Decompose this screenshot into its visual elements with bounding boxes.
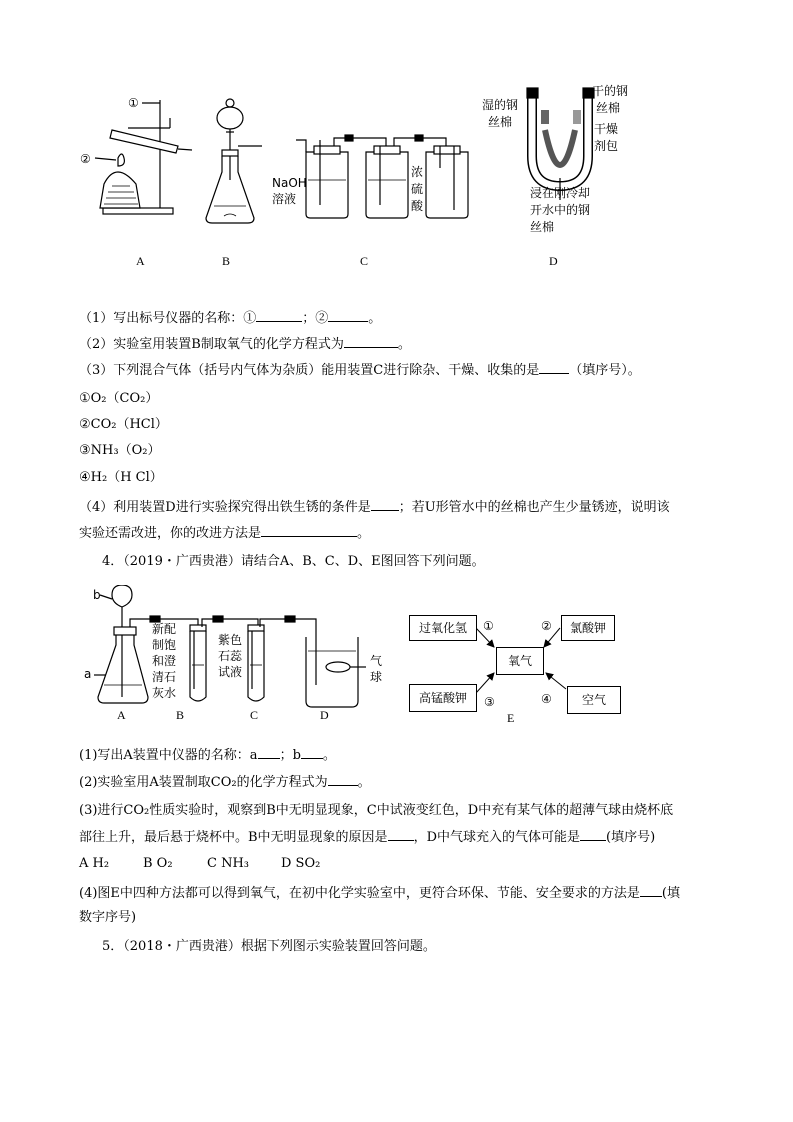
- figure-letter-a: A: [136, 254, 145, 268]
- label-dry-wool-2: 丝棉: [596, 101, 621, 115]
- label-acid: 酸: [411, 199, 424, 213]
- q3-part4-line2: 实验还需改进，你的改进方法是 。: [79, 526, 371, 541]
- marker-2: ②: [80, 152, 91, 166]
- label-lime-5: 灰水: [152, 686, 177, 700]
- label-b: b: [93, 588, 101, 602]
- answer-blank[interactable]: [258, 746, 280, 759]
- label-lime-3: 和澄: [152, 654, 177, 668]
- choice-d: D SO₂: [281, 856, 321, 871]
- answer-blank[interactable]: [261, 524, 357, 537]
- answer-blank[interactable]: [328, 773, 358, 786]
- choice-b: B O₂: [143, 856, 173, 871]
- q4-choices: [79, 855, 345, 873]
- q3-option-3: ③NH₃（O₂）: [79, 443, 161, 458]
- label-balloon-1: 气: [370, 654, 383, 668]
- q5-title: 5．（2018・广西贵港）根据下列图示实验装置回答问题。: [102, 939, 436, 954]
- answer-blank[interactable]: [328, 309, 368, 322]
- answer-blank[interactable]: [388, 828, 414, 841]
- scheme-box-kclo3: 氯酸钾: [561, 615, 615, 641]
- scheme-box-oxygen: 氧气: [496, 647, 544, 675]
- figure2-letter-e: E: [507, 711, 515, 725]
- q4-part3-line1: (3)进行CO₂性质实验时，观察到B中无明显现象，C中试液变红色，D中充有某气体的超薄气球由烧杯底: [79, 803, 674, 818]
- figure-apparatus-abcd: [0, 0, 793, 280]
- label-naoh: NaOH: [272, 176, 307, 190]
- q4-part1: (1)写出A装置中仪器的名称：a ；b 。: [79, 748, 336, 763]
- figure-letter-d: D: [549, 254, 558, 268]
- q3-part3: （3）下列混合气体（括号内气体为杂质）能用装置C进行除杂、干燥、收集的是 （填序号）。: [79, 363, 641, 378]
- answer-blank[interactable]: [580, 828, 606, 841]
- choice-c: C NH₃: [207, 856, 250, 871]
- q3-part1: （1）写出标号仪器的名称：① ；② 。: [79, 311, 382, 326]
- figure2-letter-d: D: [320, 708, 329, 722]
- label-soaked-1: 浸在刚冷却: [530, 186, 591, 200]
- label-lime-1: 新配: [152, 622, 177, 636]
- scheme-num-1: ①: [483, 619, 494, 633]
- q3-option-2: ②CO₂（HCl）: [79, 417, 168, 432]
- label-soaked-3: 丝棉: [530, 220, 555, 234]
- figure-apparatus-abcde: [0, 585, 793, 730]
- label-sulfuric: 硫: [411, 182, 424, 196]
- q4-part3-line2: 部往上升，最后悬于烧杯中。B中无明显现象的原因是 ，D中气球充入的气体可能是 (填序号): [79, 830, 656, 845]
- label-litmus-1: 紫色: [218, 633, 243, 647]
- label-lime-2: 制饱: [152, 638, 177, 652]
- label-desiccant-2: 剂包: [594, 139, 619, 153]
- label-wet-wool-2: 丝棉: [488, 115, 513, 129]
- marker-1: ①: [128, 96, 139, 110]
- scheme-num-4: ④: [541, 692, 552, 706]
- scheme-box-air: 空气: [567, 686, 621, 714]
- figure2-letter-c: C: [250, 708, 259, 722]
- answer-blank[interactable]: [256, 309, 302, 322]
- scheme-e-arrows: [0, 585, 793, 730]
- q3-part4-line1: （4）利用装置D进行实验探究得出铁生锈的条件是 ；若U形管水中的丝棉也产生少量锈迹，说明该: [79, 500, 670, 515]
- scheme-box-kmno4: 高锰酸钾: [409, 684, 477, 712]
- figure2-letter-b: B: [176, 708, 185, 722]
- answer-blank[interactable]: [301, 746, 323, 759]
- scheme-num-3: ③: [484, 695, 495, 709]
- q3-option-4: ④H₂（H Cl）: [79, 470, 163, 485]
- label-a: a: [84, 667, 92, 681]
- label-desiccant-1: 干燥: [594, 122, 619, 136]
- scheme-num-2: ②: [541, 619, 552, 633]
- label-soaked-2: 开水中的钢: [530, 203, 591, 217]
- q4-part2: (2)实验室用A装置制取CO₂的化学方程式为 。: [79, 775, 371, 790]
- apparatus-drawing: [0, 0, 793, 280]
- answer-blank[interactable]: [640, 884, 662, 897]
- q4-part4-line2: 数字序号): [79, 910, 137, 925]
- label-lime-4: 清石: [152, 670, 177, 684]
- label-solution: 溶液: [272, 192, 297, 206]
- figure2-letter-a: A: [117, 708, 126, 722]
- q4-title: 4．（2019・广西贵港）请结合A、B、C、D、E图回答下列问题。: [102, 554, 485, 569]
- scheme-box-h2o2: 过氧化氢: [409, 615, 477, 641]
- answer-blank[interactable]: [371, 498, 399, 511]
- answer-blank[interactable]: [344, 335, 398, 348]
- label-dry-wool-1: 干的钢: [592, 84, 629, 98]
- q4-part4-line1: (4)图E中四种方法都可以得到氧气，在初中化学实验室中，更符合环保、节能、安全要求的方法是 (填: [79, 886, 680, 901]
- figure-letter-c: C: [360, 254, 369, 268]
- label-litmus-2: 石蕊: [218, 649, 243, 663]
- q3-option-1: ①O₂（CO₂）: [79, 391, 159, 406]
- label-balloon-2: 球: [370, 670, 383, 684]
- q3-part2: （2）实验室用装置B制取氧气的化学方程式为 。: [79, 337, 411, 352]
- answer-blank[interactable]: [539, 361, 569, 374]
- label-litmus-3: 试液: [218, 665, 243, 679]
- label-wet-wool-1: 湿的钢: [482, 98, 519, 112]
- figure-letter-b: B: [222, 254, 231, 268]
- label-conc: 浓: [411, 165, 424, 179]
- choice-a: A H₂: [79, 856, 110, 871]
